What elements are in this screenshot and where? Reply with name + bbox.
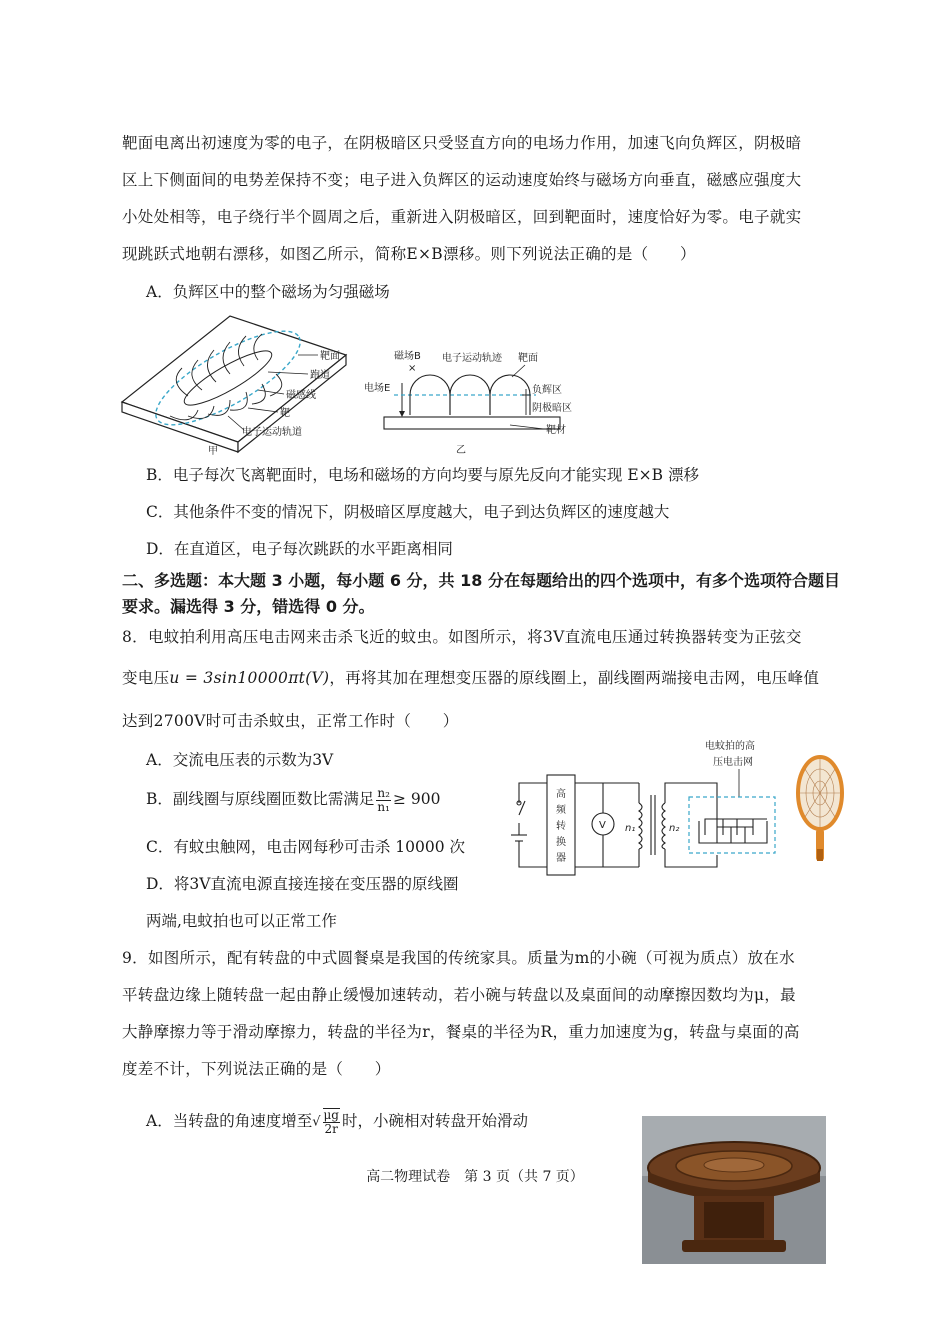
- q7-stem: [122, 125, 838, 273]
- figure-jia: [118, 310, 358, 460]
- q7-option-a: A．负辉区中的整个磁场为匀强磁场: [146, 283, 390, 301]
- q7-stem-line: 靶面电离出初速度为零的电子，在阴极暗区只受竖直方向的电场力作用，加速飞向负辉区，阴极暗: [122, 134, 802, 152]
- q9-stem-line: 度差不计，下列说法正确的是（ ）: [122, 1060, 391, 1078]
- label-electron-path: 电子运动轨迹: [442, 353, 502, 364]
- q8-voltage-formula: u = 3sin10000πt(V): [169, 669, 330, 687]
- section-title: 二、多选题：本大题 3 小题，每小题 6 分，共 18 分在每题给出的四个选项中，有多个选项符合题目要求。漏选得 3 分，错选得 0 分。: [122, 571, 840, 616]
- q8-line1: 8．电蚊拍利用高压电击网来击杀飞近的蚊虫。如图所示，将3V直流电压通过转换器转变为正弦交: [122, 628, 802, 646]
- label-target-surface: 靶面: [320, 351, 340, 362]
- label-field-lines: 磁感线: [286, 390, 316, 401]
- voltmeter-label: V: [599, 820, 606, 831]
- q8-line3: 达到2700V时可击杀蚊虫，正常工作时（ ）: [122, 712, 459, 730]
- label-electric-field: 电场E: [364, 383, 391, 394]
- q8-option-a: A．交流电压表的示数为3V: [146, 751, 334, 769]
- label-track: 跑道: [310, 370, 330, 381]
- sqrt-expression: √ $\frac{\mu g}{2r}$: [312, 1108, 339, 1136]
- q7-option-c: C．其他条件不变的情况下，阴极暗区厚度越大，电子到达负辉区的速度越大: [146, 503, 670, 521]
- label-target-surface-yi: 靶面: [518, 353, 538, 364]
- n1-label: n₁: [625, 823, 636, 834]
- label-target: 靶: [280, 408, 290, 419]
- q7-option-b: B．电子每次飞离靶面时，电场和磁场的方向均要与原先反向才能实现 E×B 漂移: [146, 466, 699, 484]
- n2-label: n₂: [669, 823, 680, 834]
- target-material: [384, 417, 560, 429]
- label-target-material: 靶材: [546, 425, 566, 436]
- net-label-2: 压电击网: [713, 757, 753, 768]
- figure-yi: [360, 345, 590, 457]
- turns-ratio: $\frac{\text{n₂}}{\text{n₁}}$: [377, 785, 390, 814]
- page-footer: 高二物理试卷 第 3 页（共 7 页）: [366, 1169, 584, 1185]
- svg-text:换: 换: [556, 837, 566, 848]
- electric-net-outline: [689, 797, 775, 853]
- q7-option-d: D．在直道区，电子每次跳跃的水平距离相同: [146, 540, 453, 558]
- caption-jia: 甲: [208, 446, 218, 457]
- q7-stem-line: 小处处相等，电子绕行半个圆周之后，重新进入阴极暗区，回到靶面时，速度恰好为零。电子就实: [122, 208, 802, 226]
- label-magnetic-field: 磁场B: [394, 351, 421, 362]
- q9-stem-line: 大静摩擦力等于滑动摩擦力，转盘的半径为r，餐桌的半径为R，重力加速度为g，转盘与桌面的高: [122, 1023, 800, 1041]
- dining-table-photo: [642, 1116, 826, 1264]
- caption-yi: 乙: [456, 445, 466, 456]
- q7-stem-line: 区上下侧面间的电势差保持不变；电子进入负辉区的运动速度始终与磁场方向垂直，磁感应强度大: [122, 171, 802, 189]
- q9-stem: [122, 940, 838, 1088]
- q9-stem-line: 平转盘边缘上随转盘一起由静止缓慢加速转动，若小碗与转盘以及桌面间的动摩擦因数均为μ，最: [122, 986, 796, 1004]
- q7-stem-line: 现跳跃式地朝右漂移，如图乙所示，简称E×B漂移。则下列说法正确的是（ ）: [122, 245, 696, 263]
- q9-stem-line: 9．如图所示，配有转盘的中式圆餐桌是我国的传统家具。质量为m的小碗（可视为质点）放在水: [122, 949, 795, 967]
- q8-option-b: B．副线圈与原线圈匝数比需满足 $\frac{\text{n₂}}{\text{n₁}}$ ≥ 900: [146, 785, 441, 814]
- svg-text:频: 频: [556, 805, 566, 816]
- svg-text:器: 器: [556, 853, 566, 864]
- net-label-1: 电蚊拍的高: [705, 741, 755, 752]
- q8-line2: 变电压u = 3sin10000πt(V)，再将其加在理想变压器的原线圈上，副线圈两端接电击网，电压峰值: [122, 669, 820, 687]
- label-negative-glow: 负辉区: [532, 385, 562, 396]
- field-into-page-icon: ×: [408, 363, 417, 374]
- label-electron-orbit: 电子运动轨道: [242, 427, 302, 438]
- svg-text:高: 高: [556, 789, 566, 800]
- label-cathode-dark: 阴极暗区: [532, 403, 572, 414]
- svg-text:转: 转: [556, 821, 566, 832]
- q8-option-d-line1: D．将3V直流电源直接连接在变压器的原线圈: [146, 875, 459, 893]
- mosquito-racket-illustration: [798, 757, 842, 861]
- q8-option-c: C．有蚊虫触网，电击网每秒可击杀 10000 次: [146, 838, 466, 856]
- q9-option-a: A．当转盘的角速度增至√ $\frac{\mu g}{2r}$ 时，小碗相对转盘开始滑动: [146, 1108, 528, 1136]
- q8-option-d-line2: 两端,电蚊拍也可以正常工作: [146, 912, 337, 930]
- circuit-diagram: [505, 735, 845, 885]
